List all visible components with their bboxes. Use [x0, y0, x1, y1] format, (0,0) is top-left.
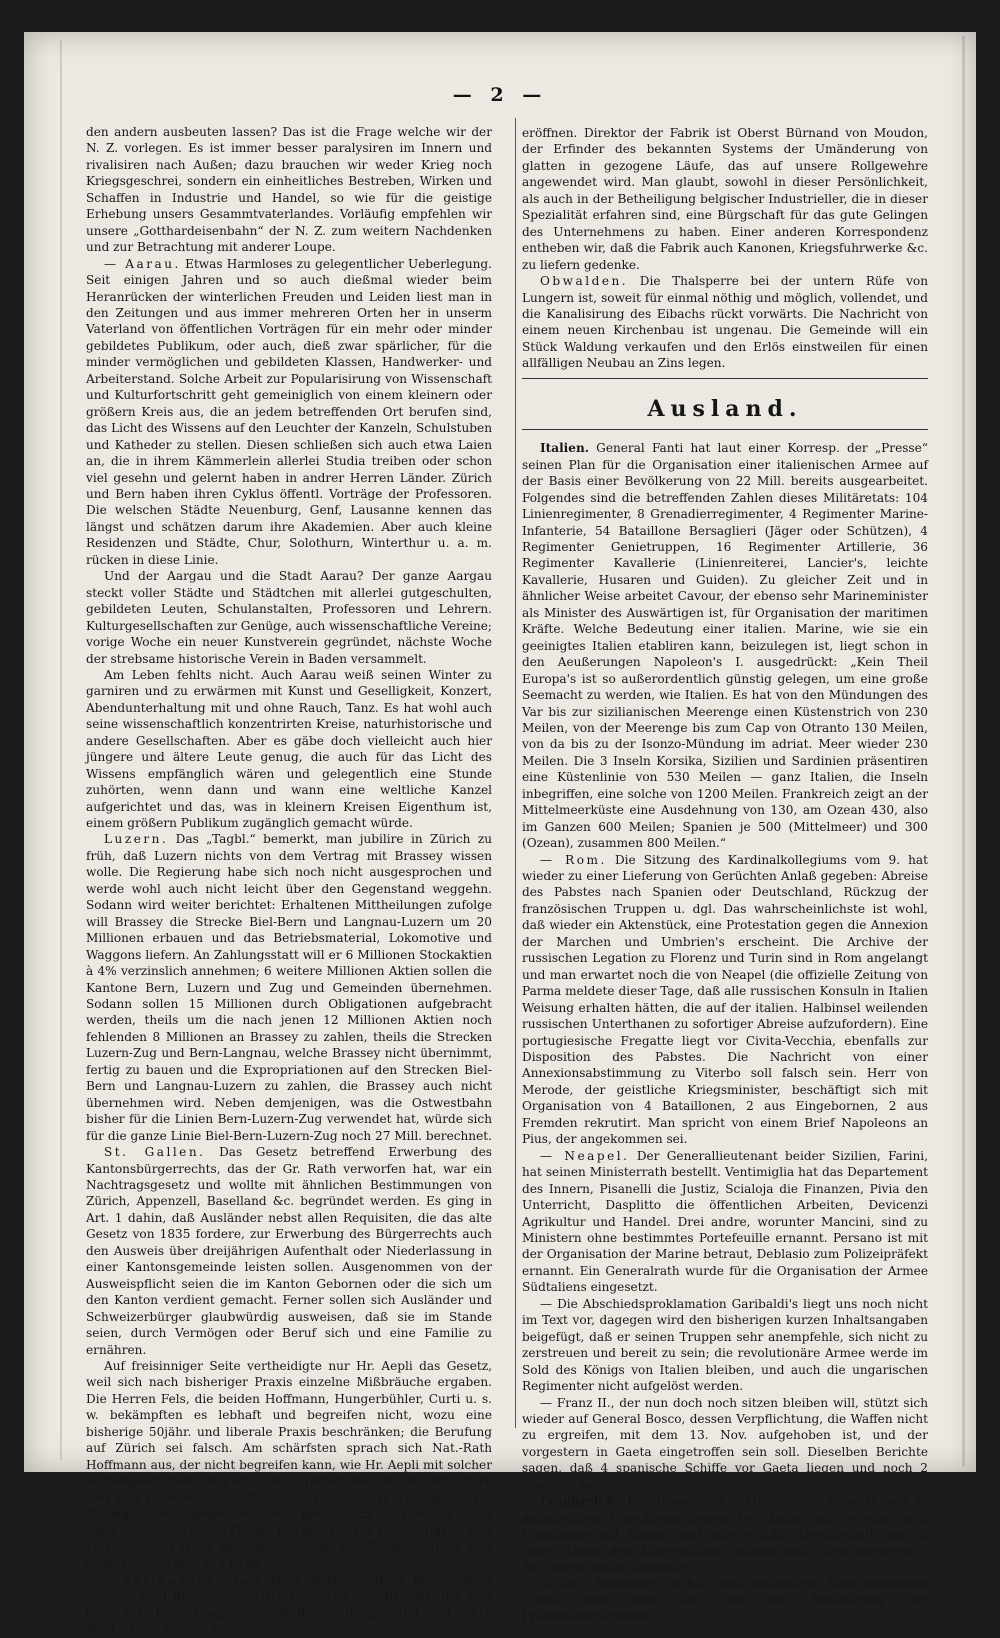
- article-paragraph: Obwalden. Die Thalsperre bei der untern Rüfe von Lungern ist, soweit für einmal nöthig und möglich, vollendet, und die Kanalisirung des Eibachs rückt vorwärts. Die Nachricht von einem neuen Kirchenbau ist ungenau. Die Gemeinde will ein Stück Waldung verkaufen und den Erlös einstweilen für einen allfälligen Neubau an Zins legen.: [522, 274, 928, 371]
- article-paragraph: eröffnen. Direktor der Fabrik ist Oberst Bürnand von Moudon, der Erfinder des bekannten Systems der Umänderung von glatten in gezogene Läufe, das auf unsere Rollgewehre angewendet wird. Man glaubt, sowohl in dieser Persönlichkeit, als auch in der Betheiligung belgischer Industrieller, die in dieser Spezialität erfahren sind, eine Bürgschaft für das gute Gelingen des Unternehmens zu haben. Einer anderen Korrespondenz entheben wir, daß die Fabrik auch Kanonen, Kriegsfuhrwerke &c. zu liefern gedenke.: [522, 126, 928, 272]
- article-paragraph: Auf freisinniger Seite vertheidigte nur Hr. Aepli das Gesetz, weil sich nach bisheriger Praxis einzelne Mißbräuche ergaben. Die Herren Fels, die beiden Hoffmann, Hungerbühler, Curti u. s. w. bekämpften es lebhaft und begreifen nicht, wozu eine bisherige 50jähr. und liberale Praxis beschränken; die Berufung auf Zürich sei falsch. Am schärfsten sprach sich Nat.-Rath Hoffmann aus, der nicht begreifen kann, wie Hr. Aepli mit solcher Stubengelehrtheit den Ruin der Freiheit des Staats proklamire und den tiefsten Grundsätzen der Republik zu Leib gehe. Hr. Baumgartner dagegen war wie gewöhnlich sarkastisch: Man habe wieder die große Glocke mit den Worten Freisinnigkeit und Fortschritt zu Hülfe geläutet. — Item, die Glocke läutete dem Gesetzesvorschlag in's Grab.: [86, 1358, 492, 1571]
- left-column: [86, 124, 492, 1637]
- section-rule: [522, 429, 928, 430]
- column-divider: [515, 118, 516, 1428]
- article-paragraph: — Neapel. Der Generallieutenant beider Sizilien, Farini, hat seinen Ministerrath bestellt. Ventimiglia hat das Departement des Innern, Pisanelli die Justiz, Scialoja die Finanzen, Pivia den Unterricht, Dasplitto die öffentlichen Arbeiten, Devicenzi Agrikultur und Handel. Drei andre, worunter Mancini, sind zu Ministern ohne bestimmtes Portefeuille ernannt. Persano ist mit der Organisation der Marine betraut, Deblasio zum Polizeipräfekt ernannt. Ein Generalrath wurde für die Organisation der Armee Südtaliens eingesetzt.: [522, 1148, 928, 1295]
- article-paragraph: St. Gallen. Das Gesetz betreffend Erwerbung des Kantonsbürgerrechts, das der Gr. Rath verworfen hat, war ein Nachtragsgesetz und wollte mit ähnlichen Bestimmungen von Zürich, Appenzell, Baselland &c. begründet werden. Es ging in Art. 1 dahin, daß Ausländer nebst allen Requisiten, die das alte Gesetz von 1835 fordere, zur Erwerbung des Bürgerrechts auch den Ausweis über dreijährigen Aufenthalt oder Niederlassung in einer Kantonsgemeinde leisten sollen. Ausgenommen von der Ausweispflicht seien die im Kanton Gebornen oder die sich um den Kanton verdient gemacht. Ferner sollen sich Ausländer und Schweizerbürger glaubwürdig ausweisen, daß sie im Stande seien, durch Vermögen oder Beruf sich und eine Familie zu ernähren.: [86, 1145, 492, 1357]
- scan-edge: [60, 40, 62, 1460]
- article-paragraph: den andern ausbeuten lassen? Das ist die Frage welche wir der N. Z. vorlegen. Es ist immer besser paralysiren im Innern und rivalisiren nach Außen; dazu brauchen wir weder Krieg noch Kriegsgeschrei, sondern ein einheitliches Bestreben, Wirken und Schaffen in Industrie und Handel, so wie für die geistige Erhebung unsers Gesammtvaterlandes. Vorläufig empfehlen wir unsere „Gotthardeisenbahn“ der N. Z. zum weitern Nachdenken und zur Betrachtung mit anderer Loupe.: [86, 125, 492, 255]
- article-paragraph: — Die Abschiedsproklamation Garibaldi's liegt uns noch nicht im Text vor, dagegen wird den bisherigen kurzen Inhaltsangaben beigefügt, daß er seinen Truppen sehr anempfehle, sich nicht zu zerstreuen und bereit zu sein; die revolutionäre Armee werde im Sold des Königs von Italien bleiben, und auch die ungarischen Regimenter nicht aufgelöst werden.: [522, 1296, 928, 1394]
- scan-edge: [962, 36, 965, 1466]
- article-paragraph: Frankreich. Die Ursache der Abreise der Kaiserin soll in anhaltendem Unwohlsein liegen. Der Kaiser geht wieder nach Compiegne mit kleiner und auserwählter Gesellschaft, um zu jagen. Unter den Auserwählten befinde sich Fürst Metternich, der östreichische Gesandte.: [522, 1494, 928, 1575]
- article-paragraph: — Franz II., der nun doch noch sitzen bleiben will, stützt sich wieder auf General Bosco, dessen Verpflichtung, die Waffen nicht zu ergreifen, mit dem 13. Nov. aufgehoben ist, und der vorgestern in Gaeta eingetroffen sein soll. Dieselben Berichte sagen, daß 4 spanische Schiffe vor Gaeta liegen und noch 2 erwartet werden.: [522, 1395, 928, 1492]
- page-number: — 2 —: [452, 84, 548, 106]
- article-paragraph: Luzern. Das „Tagbl.“ bemerkt, man jubilire in Zürich zu früh, daß Luzern nichts von dem Vertrag mit Brassey wissen wolle. Die Regierung habe sich noch nicht ausgesprochen und werde wohl auch nicht leicht über den Gegenstand weggehn. Sodann wird weiter berichtet: Erhaltenen Mittheilungen zufolge will Brassey die Strecke Biel-Bern und Langnau-Luzern um 20 Millionen erbauen und das Betriebsmaterial, Lokomotive und Waggons liefern. An Zahlungsstatt will er 6 Millionen Stockaktien à 4% verzinslich annehmen; 6 weitere Millionen Aktien sollen die Kantone Bern, Luzern und Zug und Gemeinden übernehmen. Sodann sollen 15 Millionen durch Obligationen aufgebracht werden, theils um die nach jenen 12 Millionen Aktien noch fehlenden 8 Millionen an Brassey zu zahlen, theils die Strecken Luzern-Zug und Bern-Langnau, welche Brassey nicht übernimmt, fertig zu bauen und die Expropriationen auf den Strecken Biel-Bern und Langnau-Luzern zu zahlen, die Brassey auch nicht übernehmen wird. Neben demjenigen, was die Ostwestbahn bisher für die Linien Bern-Luzern-Zug verwendet hat, würde sich für die ganze Linie Biel-Bern-Luzern-Zug noch 27 Mill. berechnet.: [86, 832, 492, 1143]
- article-paragraph: Italien. General Fanti hat laut einer Korresp. der „Presse“ seinen Plan für die Organisation einer italienischen Armee auf der Basis einer Bevölkerung von 22 Mill. bereits ausgearbeitet. Folgendes sind die betreffenden Zahlen dieses Militäretats: 104 Linienregimenter, 8 Grenadierregimenter, 4 Regimenter Marine-Infanterie, 54 Bataillone Bersaglieri (Jäger oder Schützen), 4 Regimenter Genietruppen, 16 Regimenter Artillerie, 36 Regimenter Kavallerie (Linienreiterei, Lancier's, leichte Kavallerie, Husaren und Guiden). Zu gleicher Zeit und in ähnlicher Weise arbeitet Cavour, der ebenso sehr Marineminister als Minister des Auswärtigen ist, für Organisation der maritimen Kräfte. Welche Bedeutung einer italien. Marine, wie sie ein geeinigtes Italien etabliren kann, beizulegen ist, liegt schon in den Aeußerungen Napoleon's I. ausgedrückt: „Kein Theil Europa's ist so außerordentlich günstig gelegen, um eine große Seemacht zu werden, wie Italien. Es hat von den Mündungen des Var bis zur sizilianischen Meerenge einen Küstenstrich von 230 Meilen, von der Meerenge bis zum Cap von Otranto 130 Meilen, von da bis zu der Isonzo-Mündung im adriat. Meer wieder 230 Meilen. Die 3 Inseln Korsika, Sizilien und Sardinien präsentiren eine Küstenlinie von 530 Meilen — ganz Italien, die Inseln inbegriffen, eine solche von 1200 Meilen. Frankreich zeigt an der Mittelmeerküste eine Ausdehnung von 130, am Ozean 430, also im Ganzen 600 Meilen; Spanien je 500 (Mittelmeer) und 300 (Ozean), zusammen 800 Meilen.“: [522, 441, 928, 851]
- article-paragraph: Am Leben fehlts nicht. Auch Aarau weiß seinen Winter zu garniren und zu erwärmen mit Kunst und Geselligkeit, Konzert, Abendunterhaltung mit und ohne Rauch, Tanz. Es hat wohl auch seine wissenschaftlich konzentrirten Kreise, naturhistorische und andere Gesellschaften. Aber es gäbe doch vielleicht auch hier jüngere und ältere Leute genug, die auch für das Licht des Wissens empfänglich wären und gelegentlich eine Stunde zuhörten, wenn dann und wann eine weltliche Kanzel aufgerichtet und das, was in kleinern Kreisen Eigenthum ist, einem größern Publikum zugänglich gemacht würde.: [86, 667, 492, 831]
- article-paragraph: — Aarau. Etwas Harmloses zu gelegentlicher Ueberlegung. Seit einigen Jahren und so auch dießmal wieder beim Heranrücken der winterlichen Freuden und Leiden liest man in den Zeitungen und aus immer mehreren Orten her in unserm Vaterland von öffentlichen Vorträgen für ein mehr oder minder gebildetes Publikum, oder auch, dieß zwar spärlicher, für die minder vermöglichen und gebildeten Klassen, Handwerker- und Arbeiterstand. Solche Arbeit zur Popularisirung von Wissenschaft und Kulturfortschritt geht gemeiniglich von einem kleinern oder größern Kreis aus, die an jedem betreffenden Ort berufen sind, das Licht des Wissens auf den Leuchter der Kanzeln, Schulstuben und Katheder zu stellen. Diesen schließen sich auch etwa Laien an, die in ihrem Kämmerlein allerlei Studia treiben oder schon viel gesehn und gelernt haben in andrer Herren Länder. Zürich und Bern haben ihren Cyklus öffentl. Vorträge der Professoren. Die welschen Städte Neuenburg, Genf, Lausanne kennen das längst und schätzen darum ihre Akademien. Aber auch kleine Residenzen und Städte, Chur, Solothurn, Winterthur u. a. m. rücken in diese Linie.: [86, 256, 492, 567]
- article-paragraph: Schaffhausen. Laut einer Korrespondenz der „Nation Suisse“ wird die schweizerisch-belgische Gesellschaft, die sich hier zur Errichtung einer Waffenfabrik gebildet hat, ihre Werkstätten demnächst: [86, 1572, 492, 1637]
- article-paragraph: Und der Aargau und die Stadt Aarau? Der ganze Aargau steckt voller Städte und Städtchen mit allerlei gutgeschulten, gebildeten Leuten, Schulanstalten, Professoren und Lehrern. Kulturgesellschaften zur Genüge, auch wissenschaftliche Vereine; vorige Woche ein neuer Kunstverein gegründet, nächste Woche der strebsame historische Verein in Baden versammelt.: [86, 569, 492, 666]
- section-heading: Ausland.: [647, 395, 803, 422]
- article-paragraph: — Der „Moniteur“ enthält eine einläßliche Note betreffend China, und zwar im Sinn der Bestätigung der Friedensversicherun-: [522, 1576, 928, 1624]
- section-rule: [522, 378, 928, 379]
- right-column: [522, 125, 928, 1624]
- article-paragraph: — Rom. Die Sitzung des Kardinalkollegiums vom 9. hat wieder zu einer Lieferung von Gerüchten Anlaß gegeben: Abreise des Pabstes nach Spanien oder Deutschland, Rückzug der französischen Truppen u. dgl. Das wahrscheinlichste ist wohl, daß wieder ein Aktenstück, eine Protestation gegen die Annexion der Marchen und Umbrien's erscheint. Die Archive der russischen Legation zu Florenz und Turin sind in Rom angelangt und man erwartet noch die von Neapel (die offizielle Zeitung von Parma meldete dieser Tage, daß alle russischen Konsuln in Italien Weisung erhalten hätten, die auf der italien. Halbinsel weilenden russischen Unterthanen zu sofortiger Abreise aufzufordern). Eine portugiesische Fregatte liegt vor Civita-Vecchia, ebenfalls zur Disposition des Pabstes. Die Nachricht von einer Annexionsabstimmung zu Viterbo soll falsch sein. Herr von Merode, der geistliche Kriegsminister, beschäftigt sich mit Organisation von 4 Bataillonen, 2 aus Eingebornen, 2 aus Fremden rekrutirt. Man spricht von einem Brief Napoleons an Pius, der angekommen sei.: [522, 852, 928, 1147]
